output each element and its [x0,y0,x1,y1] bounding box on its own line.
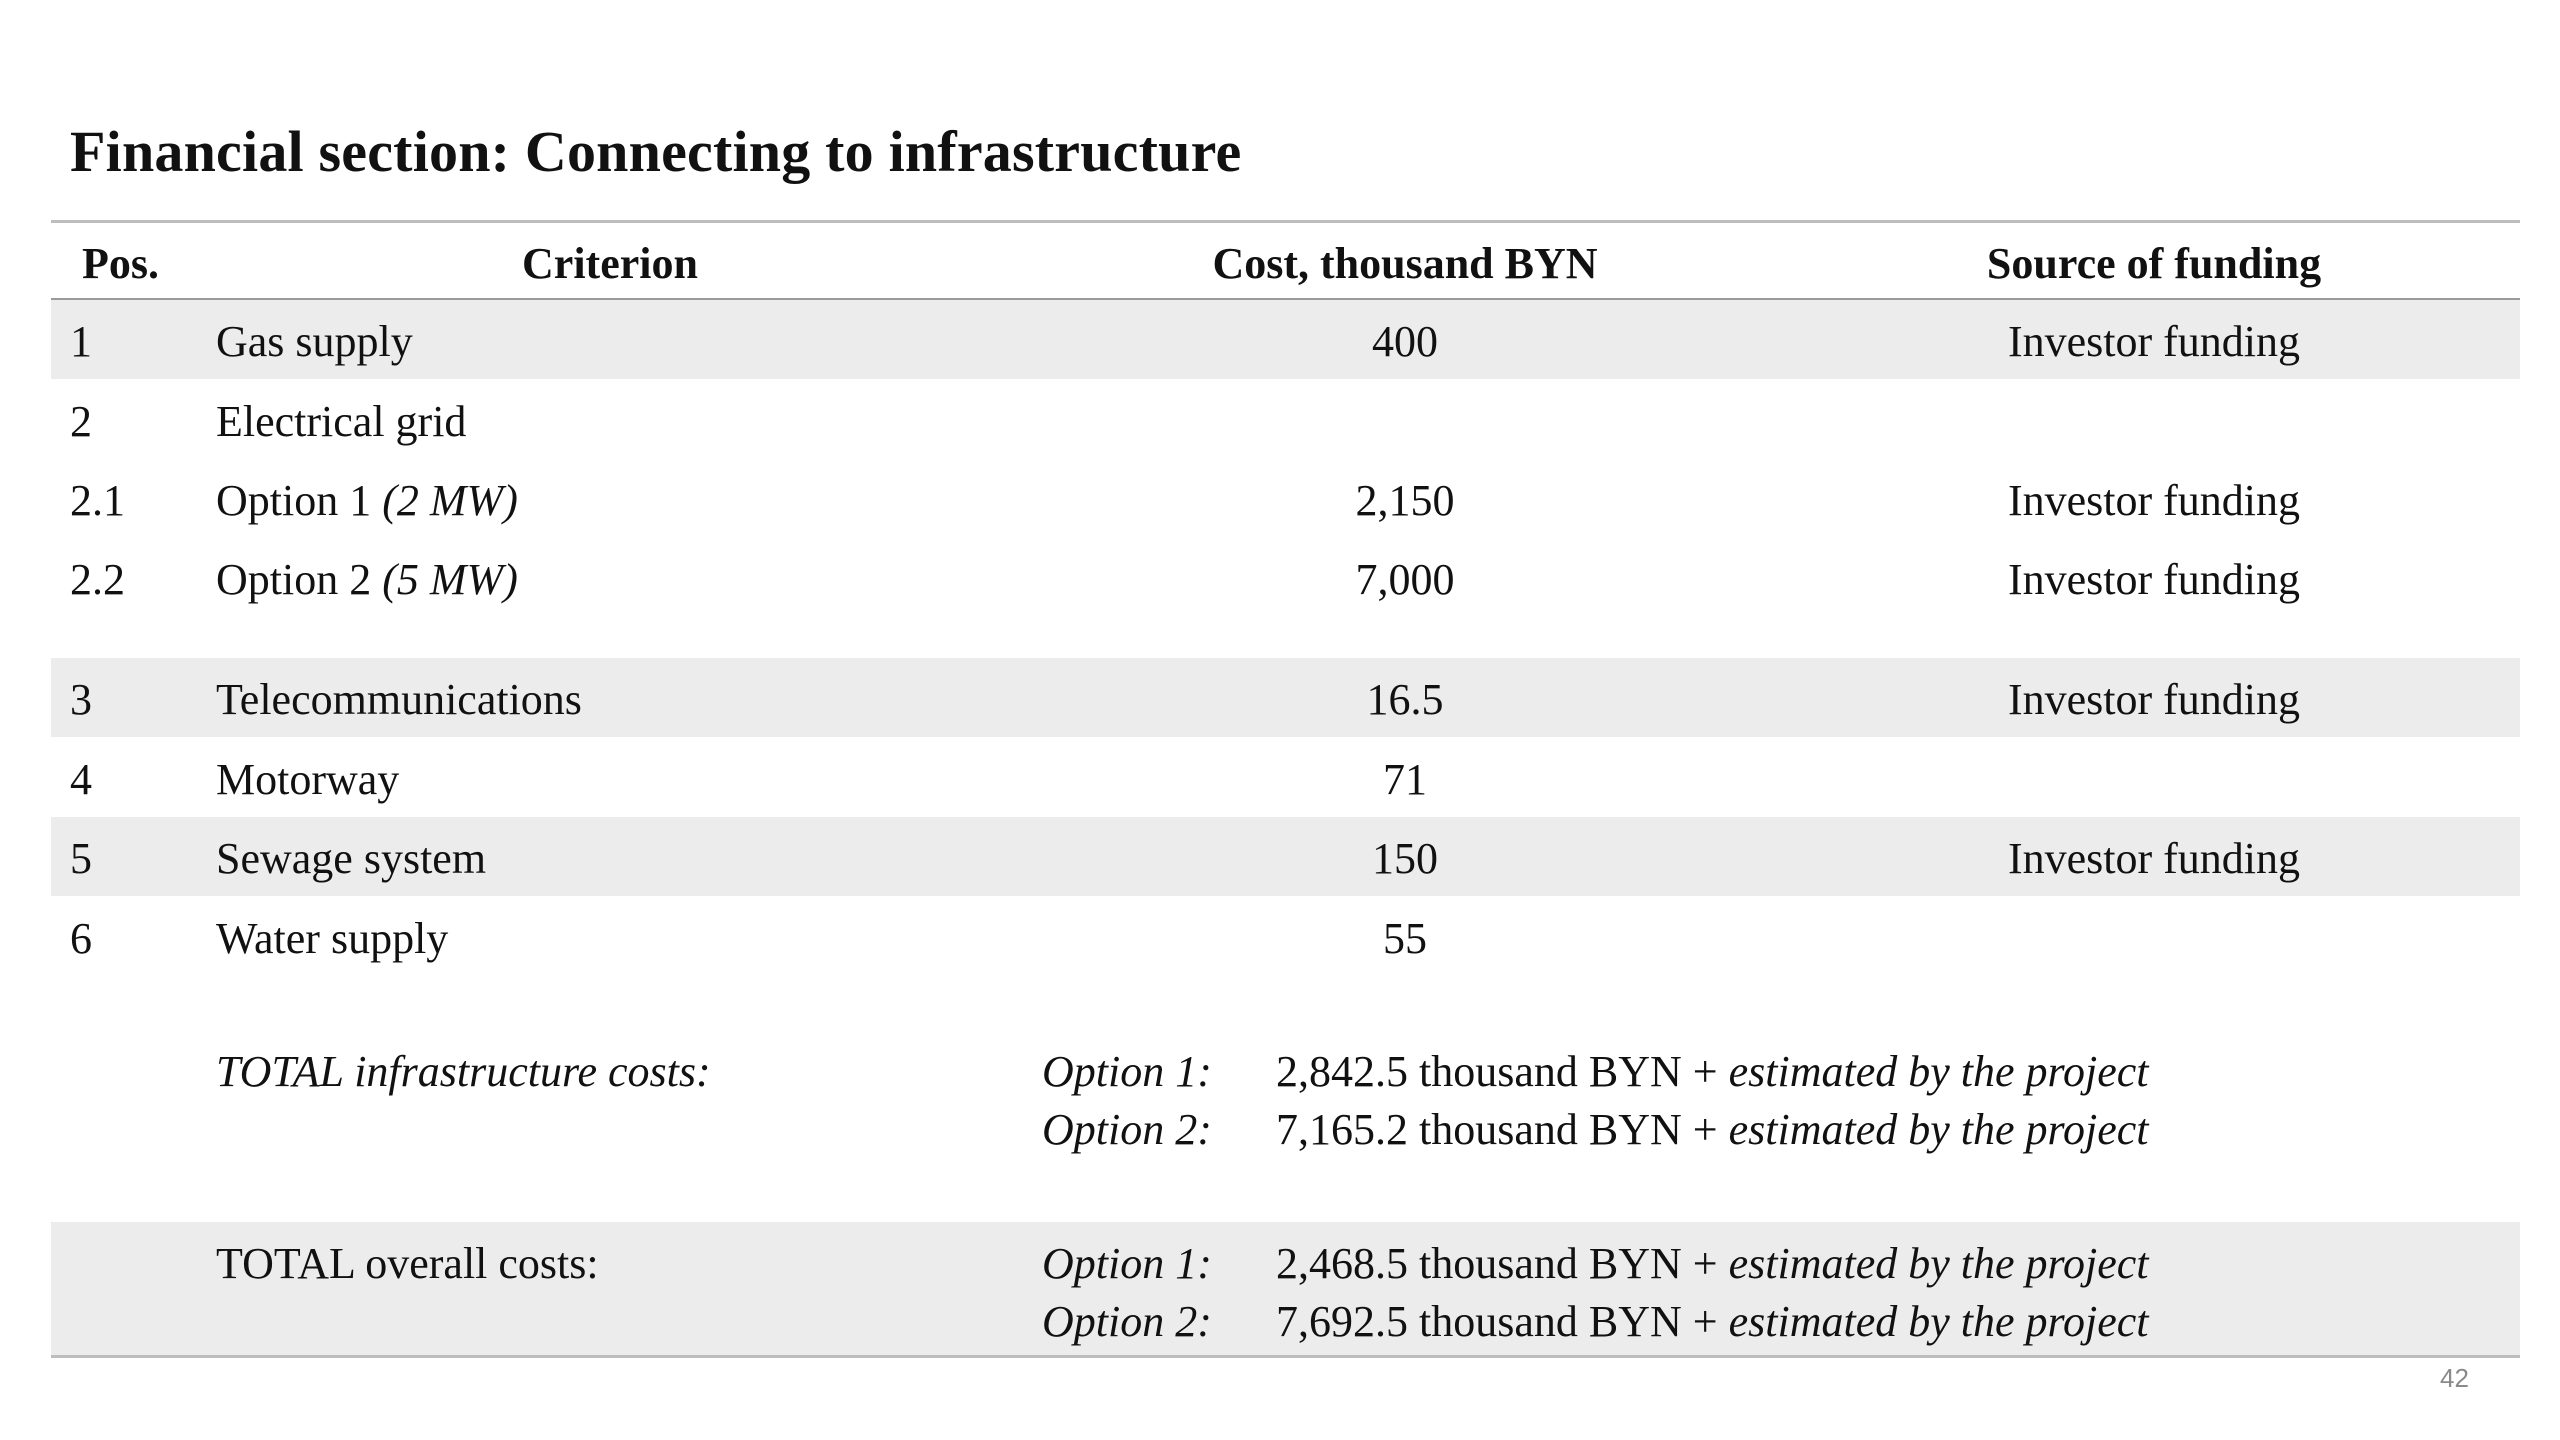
row-pos: 4 [70,755,92,804]
row-pos: 2.1 [70,476,125,525]
row-criterion: Option 2 (5 MW) [216,555,518,604]
row-pos: 2 [70,397,92,446]
column-header-cost: Cost, thousand BYN [1212,239,1598,288]
row-cost: 7,000 [1355,555,1455,604]
row-source: Investor funding [2007,476,2301,525]
option-label: Option 2: [1042,1105,1212,1154]
table-top-rule [51,220,2520,223]
row-criterion: Sewage system [216,834,487,883]
row-criterion: Motorway [216,755,400,804]
column-header-criterion: Criterion [522,239,698,288]
option-amount: 2,468.5 thousand BYN + estimated by the project [1276,1239,2149,1288]
option-label: Option 1: [1042,1047,1212,1096]
row-pos: 2.2 [70,555,125,604]
row-criterion: Water supply [216,914,449,963]
row-cost: 16.5 [1366,675,1444,724]
option-amount: 7,692.5 thousand BYN + estimated by the project [1276,1297,2149,1346]
column-header-pos: Pos. [82,239,159,288]
total-infrastructure-label: TOTAL infrastructure costs: [216,1047,711,1096]
row-cost: 400 [1372,317,1438,366]
column-header-source: Source of funding [1986,239,2322,288]
row-source: Investor funding [2007,317,2301,366]
row-cost: 71 [1383,755,1427,804]
row-source: Investor funding [2007,675,2301,724]
row-pos: 1 [70,317,92,366]
row-pos: 3 [70,675,92,724]
row-cost: 55 [1383,914,1427,963]
page-title: Financial section: Connecting to infrastructure [70,119,1242,184]
row-pos: 5 [70,834,92,883]
option-amount: 7,165.2 thousand BYN + estimated by the project [1276,1105,2149,1154]
option-amount: 2,842.5 thousand BYN + estimated by the project [1276,1047,2149,1096]
option-label: Option 2: [1042,1297,1212,1346]
row-criterion: Telecommunications [216,675,582,724]
row-source: Investor funding [2007,555,2301,604]
row-criterion: Option 1 (2 MW) [216,476,518,525]
page-number: 42 [2440,1363,2469,1393]
row-criterion: Gas supply [216,317,413,366]
row-source: Investor funding [2007,834,2301,883]
row-criterion: Electrical grid [216,397,467,446]
row-pos: 6 [70,914,92,963]
total-overall-label: TOTAL overall costs: [216,1239,599,1288]
row-cost: 2,150 [1355,476,1455,525]
option-label: Option 1: [1042,1239,1212,1288]
table-bottom-rule [51,1355,2520,1358]
row-cost: 150 [1372,834,1438,883]
